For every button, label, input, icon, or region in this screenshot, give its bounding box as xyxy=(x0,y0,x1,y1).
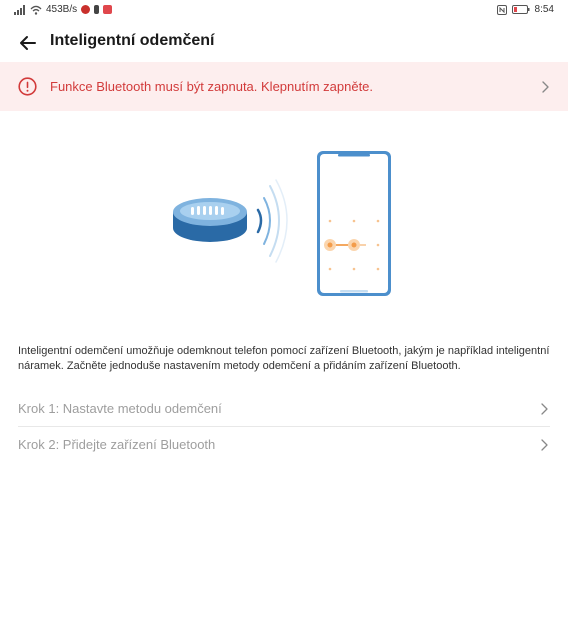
bluetooth-warning-banner[interactable] xyxy=(0,62,568,111)
bluetooth-signal-waves xyxy=(258,180,287,262)
clock: 8:54 xyxy=(534,4,554,15)
app-notification-icon xyxy=(94,5,99,14)
arrow-left-icon xyxy=(14,29,42,57)
chevron-right-icon xyxy=(540,403,548,415)
status-left xyxy=(14,4,112,15)
app-bar xyxy=(0,22,568,62)
smart-unlock-illustration xyxy=(160,140,410,305)
app-notification-icon xyxy=(103,5,112,14)
signal-icon xyxy=(14,5,26,15)
app-notification-icon xyxy=(81,5,90,14)
net-speed: 453B/s xyxy=(46,4,78,15)
phone-pattern-lock-icon xyxy=(317,151,391,296)
wifi-icon xyxy=(30,5,42,15)
page-title: Inteligentní odemčení xyxy=(50,32,215,49)
step-label: Krok 2: Přidejte zařízení Bluetooth xyxy=(18,437,216,452)
feature-description: Inteligentní odemčení umožňuje odemknout telefon pomocí zařízení Bluetooth, jakým je například inteligentní náramek. Začněte jednoduše nastavením metody odemčení a přidáním zařízení Bluetooth. xyxy=(18,345,550,372)
alert-circle-icon xyxy=(18,77,37,96)
status-bar xyxy=(0,0,568,20)
back-button[interactable] xyxy=(14,29,42,57)
step-1-unlock-method[interactable] xyxy=(18,391,550,427)
chevron-right-icon xyxy=(540,81,550,93)
step-label: Krok 1: Nastavte metodu odemčení xyxy=(18,401,222,416)
banner-text: Funkce Bluetooth musí být zapnuta. Klepnutím zapněte. xyxy=(50,79,374,94)
status-right xyxy=(497,4,554,15)
chevron-right-icon xyxy=(540,439,548,451)
battery-icon xyxy=(512,5,530,14)
step-2-add-bluetooth-device[interactable] xyxy=(18,427,550,462)
smart-band-icon xyxy=(173,198,247,242)
nfc-icon xyxy=(497,5,507,15)
